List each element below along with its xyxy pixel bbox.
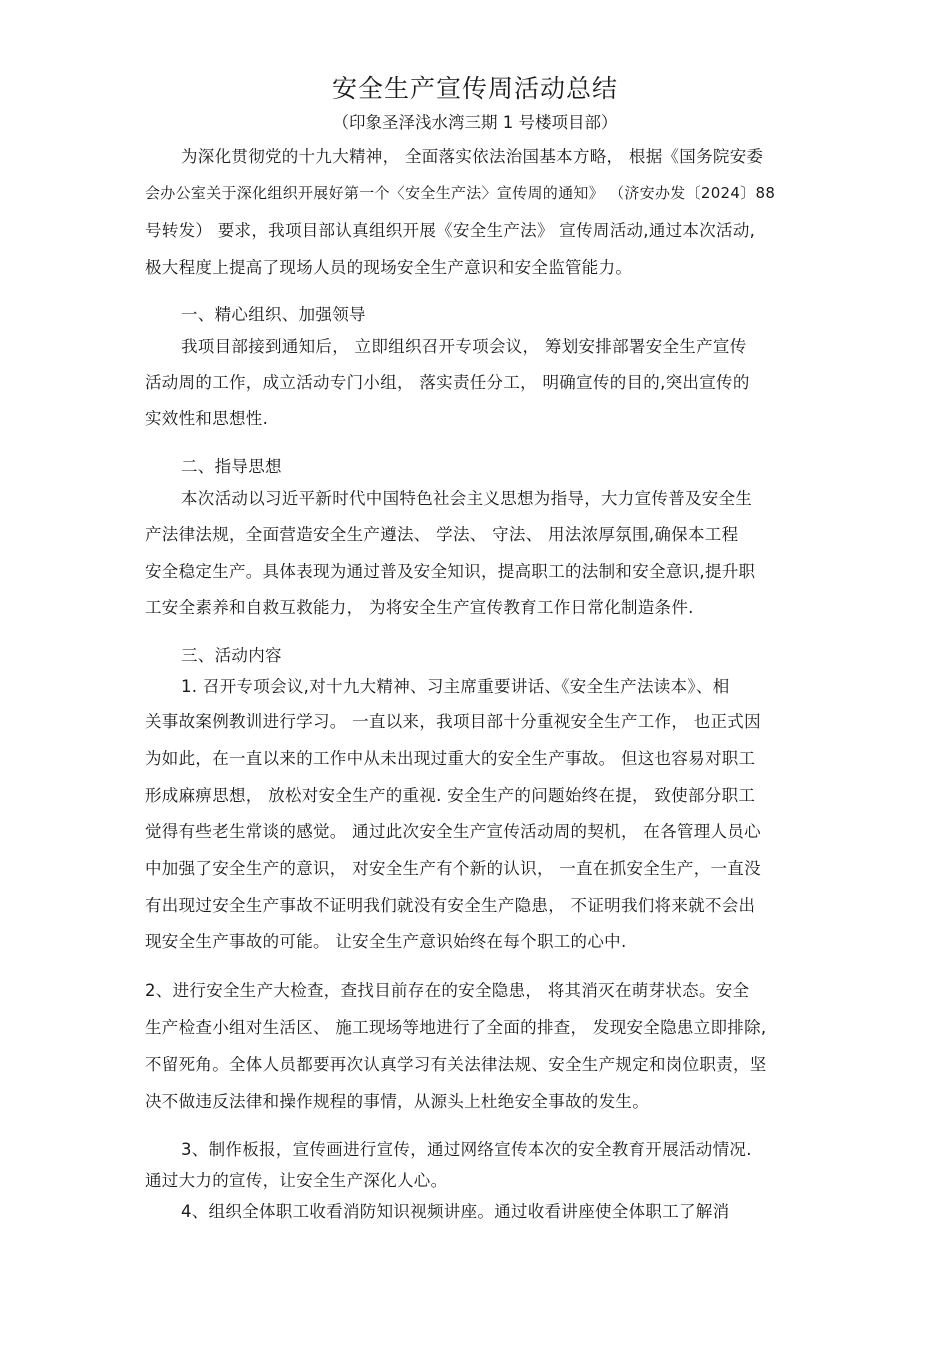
section1-line: 我项目部接到通知后， 立即组织召开专项会议， 筹划安排部署安全生产宣传: [181, 337, 747, 356]
section3-item4-line: 4、组织全体职工收看消防知识视频讲座。通过收看讲座使全体职工了解消: [181, 1202, 730, 1221]
section1-line: 活动周的工作，成立活动专门小组， 落实责任分工， 明确宣传的目的,突出宣传的: [145, 373, 750, 392]
section3-item1-line: 关事故案例教训进行学习。 一直以来，我项目部十分重视安全生产工作， 也正式因: [145, 712, 761, 731]
section-heading: 一、精心组织、加强领导: [181, 305, 366, 324]
section3-item1-line: 为如此，在一直以来的工作中从未出现过重大的安全生产事故。 但这也容易对职工: [145, 749, 756, 768]
section3-item3-line: 3、制作板报，宣传画进行宣传，通过网络宣传本次的安全教育开展活动情况.: [181, 1140, 752, 1159]
section3-item3-line: 通过大力的宣传，让安全生产深化人心。: [145, 1171, 448, 1190]
section1-line: 实效性和思想性.: [145, 409, 269, 428]
section2-line: 产法律法规，全面营造安全生产遵法、 学法、 守法、 用法浓厚氛围,确保本工程: [145, 525, 739, 544]
intro-line: 极大程度上提高了现场人员的现场安全生产意识和安全监管能力。: [145, 258, 633, 277]
section-heading: 二、指导思想: [181, 457, 282, 476]
intro-line: 会办公室关于深化组织开展好第一个〈安全生产法〉宣传周的通知》 （济安办发〔2024〕88: [145, 184, 776, 202]
section2-line: 工安全素养和自救互救能力， 为将安全生产宣传教育工作日常化制造条件.: [145, 598, 694, 617]
section3-item2-line: 生产检查小组对生活区、 施工现场等地进行了全面的排查， 发现安全隐患立即排除,: [145, 1018, 767, 1037]
page-title: 安全生产宣传周活动总结: [331, 74, 618, 103]
section3-item2-line: 2、进行安全生产大检查，查找目前存在的安全隐患， 将其消灭在萌芽状态。安全: [145, 981, 750, 1000]
intro-line: 号转发） 要求，我项目部认真组织开展《安全生产法》 宣传周活动,通过本次活动,: [145, 221, 756, 240]
section3-item1-line: 觉得有些老生常谈的感觉。 通过此次安全生产宣传活动周的契机， 在各管理人员心: [145, 822, 761, 841]
section3-item2-line: 不留死角。全体人员都要再次认真学习有关法律法规、安全生产规定和岗位职责，坚: [145, 1055, 767, 1074]
section3-item2-line: 决不做违反法律和操作规程的事情，从源头上杜绝安全事故的发生。: [145, 1092, 649, 1111]
intro-line: 为深化贯彻党的十九大精神， 全面落实依法治国基本方略， 根据《国务院安委: [181, 147, 764, 166]
section3-item1-line: 形成麻痹思想， 放松对安全生产的重视. 安全生产的问题始终在提， 致使部分职工: [145, 786, 756, 805]
section2-line: 本次活动以习近平新时代中国特色社会主义思想为指导，大力宣传普及安全生: [181, 489, 753, 508]
section3-item1-line: 现安全生产事故的可能。 让安全生产意识始终在每个职工的心中.: [145, 932, 627, 951]
section2-line: 安全稳定生产。具体表现为通过普及安全知识，提高职工的法制和安全意识,提升职: [145, 562, 756, 581]
section3-item1-line: 1. 召开专项会议,对十九大精神、习主席重要讲话、《安全生产法读本》、相: [181, 677, 730, 696]
section3-item1-line: 中加强了安全生产的意识， 对安全生产有个新的认识， 一直在抓安全生产，一直没: [145, 859, 761, 878]
page-subtitle: （印象圣泽浅水湾三期 1 号楼项目部）: [332, 113, 618, 132]
section-heading: 三、活动内容: [181, 646, 282, 665]
section3-item1-line: 有出现过安全生产事故不证明我们就没有安全生产隐患， 不证明我们将来就不会出: [145, 896, 756, 915]
